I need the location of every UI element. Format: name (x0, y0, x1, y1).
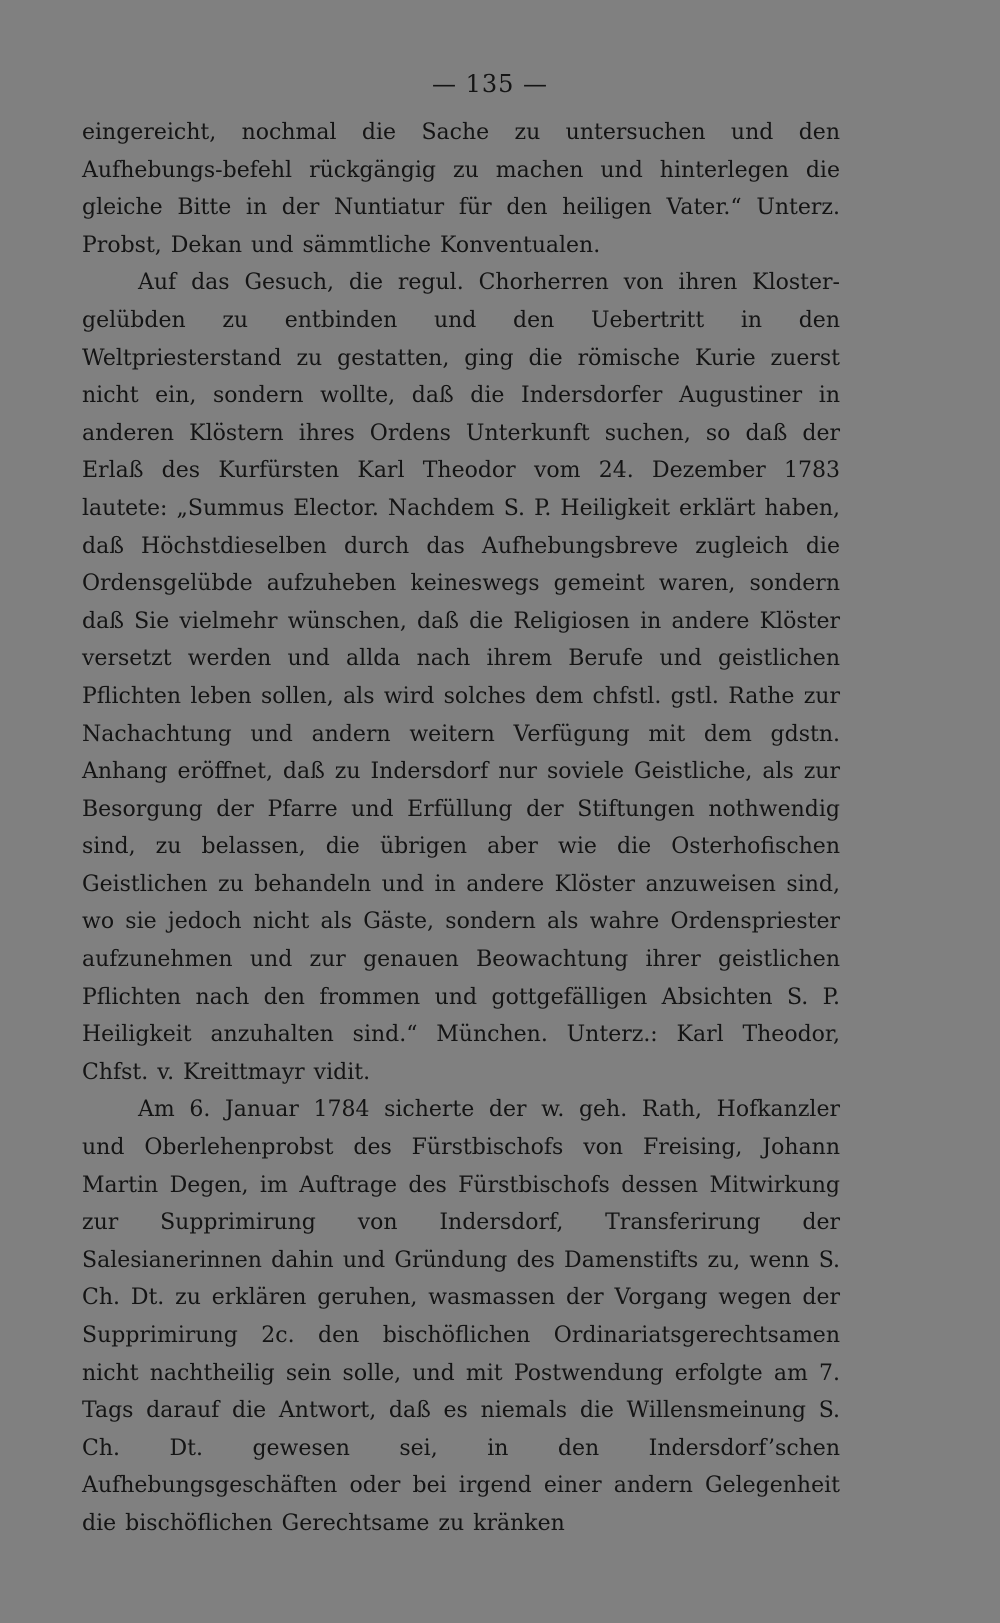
paragraph-2: Auf das Gesuch, die regul. Chorherren von ihren Kloster-gelübden zu entbinden und den Uebertritt in den Weltpriesterstand zu gestatten, ging die römische Kurie zuerst nicht ein, sondern wollte, daß die Indersdorfer Augustiner in anderen Klöstern ihres Ordens Unterkunft suchen, so daß der Erlaß des Kurfürsten Karl Theodor vom 24. Dezember 1783 lautete: „Summus Elector. Nachdem S. P. Heiligkeit erklärt haben, daß Höchstdieselben durch das Aufhebungsbreve zugleich die Ordensgelübde aufzuheben keineswegs gemeint waren, sondern daß Sie vielmehr wünschen, daß die Religiosen in andere Klöster versetzt werden und allda nach ihrem Berufe und geistlichen Pflichten leben sollen, als wird solches dem chfstl. gstl. Rathe zur Nachachtung und andern weitern Verfügung mit dem gdstn. Anhang eröffnet, daß zu Indersdorf nur soviele Geistliche, als zur Besorgung der Pfarre und Erfüllung der Stiftungen nothwendig sind, zu belassen, die übrigen aber wie die Osterhofischen Geistlichen zu behandeln und in andere Klöster anzuweisen sind, wo sie jedoch nicht als Gäste, sondern als wahre Ordenspriester aufzunehmen und zur genauen Beowachtung ihrer geistlichen Pflichten nach den frommen und gottgefälligen Absichten S. P. Heiligkeit anzuhalten sind.“ München. Unterz.: Karl Theodor, Chfst. v. Kreittmayr vidit. (82, 270, 840, 1085)
page-number: — 135 — (431, 70, 549, 98)
paragraph-3: Am 6. Januar 1784 sicherte der w. geh. Rath, Hofkanzler und Oberlehenprobst des Fürstbischofs von Freising, Johann Martin Degen, im Auftrage des Fürstbischofs dessen Mitwirkung zur Supprimirung von Indersdorf, Transferirung der Salesianerinnen dahin und Gründung des Damenstifts zu, wenn S. Ch. Dt. zu erklären geruhen, wasmassen der Vorgang wegen der Supprimirung 2c. den bischöflichen Ordinariatsgerechtsamen nicht nachtheilig sein solle, und mit Postwendung erfolgte am 7. Tags darauf die Antwort, daß es niemals die Willensmeinung S. Ch. Dt. gewesen sei, in den Indersdorf’schen Aufhebungsgeschäften oder bei irgend einer andern Gelegenheit die bischöflichen Gerechtsame zu kränken (82, 1097, 840, 1536)
paragraph-1: eingereicht, nochmal die Sache zu untersuchen und den Aufhebungs-befehl rückgängig zu machen und hinterlegen die gleiche Bitte in der Nuntiatur für den heiligen Vater.“ Unterz. Probst, Dekan und sämmtliche Konventualen. (82, 120, 840, 258)
